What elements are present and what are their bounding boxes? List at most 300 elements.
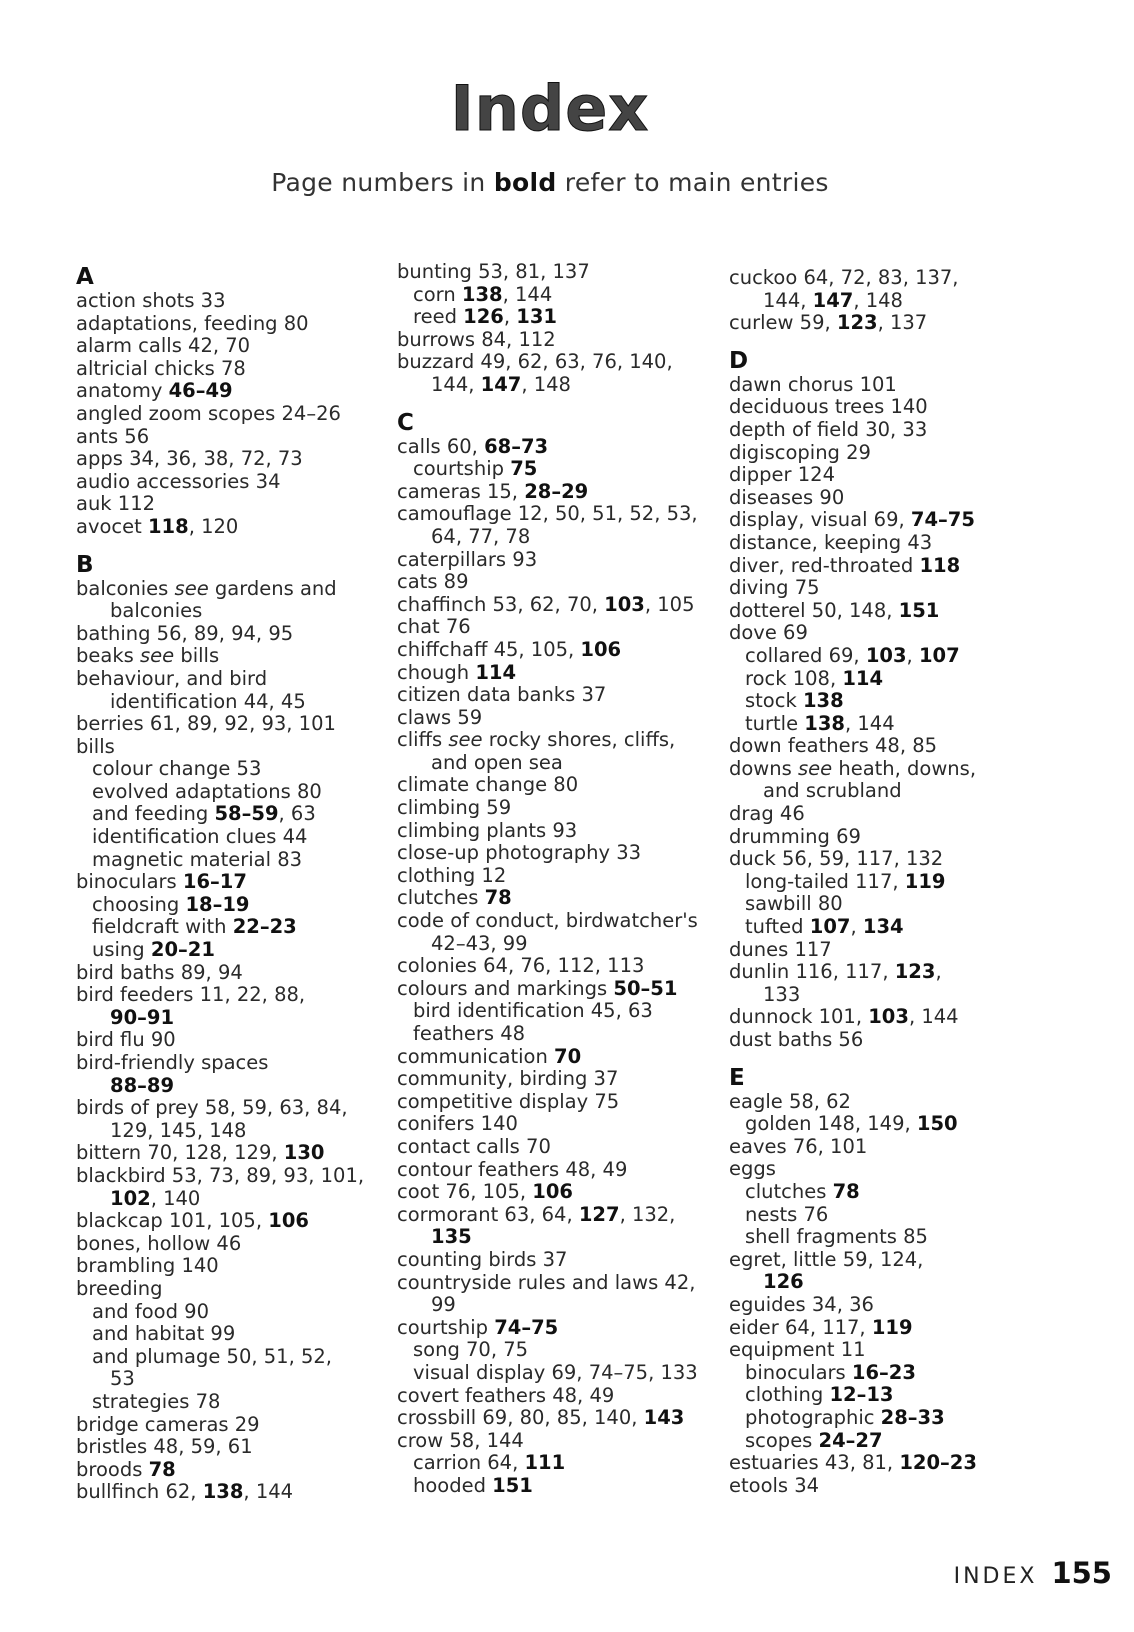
entry-text: cuckoo 64, 72, 83, 137,	[729, 266, 959, 289]
entry-text: dotterel 50, 148,	[729, 598, 899, 622]
entry-text: coot 76, 105,	[397, 1180, 533, 1204]
entry-text: sawbill 80	[745, 892, 843, 916]
index-entry	[397, 774, 707, 797]
index-subentry	[729, 1384, 1014, 1407]
entry-text: cliffs	[397, 728, 449, 752]
main-entry-pages: 70	[554, 1044, 582, 1068]
main-entry-pages: 150	[916, 1112, 958, 1136]
index-entry	[729, 826, 1014, 849]
entry-text: dipper 124	[729, 463, 835, 487]
index-entry	[729, 1249, 1014, 1272]
index-entry	[76, 403, 366, 426]
main-entry-pages: 114	[842, 666, 884, 690]
index-entry	[397, 436, 707, 459]
entry-text: chough	[397, 660, 476, 684]
entry-text: and plumage 50, 51, 52,	[92, 1344, 332, 1368]
index-column-2	[397, 261, 707, 1497]
index-subentry	[397, 1475, 707, 1498]
main-entry-pages: 135	[431, 1225, 472, 1249]
index-subentry	[729, 871, 1014, 894]
index-entry	[729, 600, 1014, 623]
index-entry	[397, 887, 707, 910]
entry-text: ,	[850, 915, 863, 939]
entry-text: evolved adaptations 80	[92, 779, 322, 803]
index-entry	[397, 1317, 707, 1340]
index-entry	[729, 532, 1014, 555]
main-entry-pages: 143	[643, 1406, 685, 1430]
entry-text: alarm calls 42, 70	[76, 334, 251, 358]
index-entry	[76, 1029, 366, 1052]
index-entry	[76, 1255, 366, 1278]
entry-text: cormorant 63, 64,	[397, 1202, 579, 1226]
index-entry	[397, 842, 707, 865]
entry-text: 42–43, 99	[431, 931, 528, 955]
index-entry-continuation	[397, 374, 707, 397]
index-entry	[729, 312, 1014, 335]
entry-text: , 120	[188, 514, 239, 538]
entry-text: and open sea	[431, 750, 563, 774]
entry-text: egret, little 59, 124,	[729, 1247, 924, 1271]
entry-text: berries 61, 89, 92, 93, 101	[76, 712, 336, 736]
entry-text: caterpillars 93	[397, 547, 538, 571]
section-letter: D	[729, 347, 749, 374]
index-entry-continuation	[397, 526, 707, 549]
main-entry-pages: 16–23	[851, 1360, 916, 1384]
index-subentry	[729, 916, 1014, 939]
entry-text: collared 69,	[745, 643, 866, 667]
index-subentry	[76, 758, 366, 781]
entry-text: bills	[174, 644, 220, 668]
entry-text: brambling 140	[76, 1254, 219, 1278]
index-entry-continuation	[76, 1188, 366, 1211]
index-subentry	[729, 1430, 1014, 1453]
entry-text: colour change 53	[92, 757, 262, 781]
index-entry	[397, 1272, 707, 1295]
entry-text: ,	[503, 305, 517, 329]
index-entry-continuation	[397, 1226, 707, 1249]
entry-text: down feathers 48, 85	[729, 734, 938, 758]
main-entry-pages: 134	[862, 915, 904, 939]
index-entry	[397, 639, 707, 662]
index-entry-continuation	[76, 1007, 366, 1030]
entry-text: auk 112	[76, 492, 156, 516]
main-entry-pages: 118	[919, 553, 961, 577]
index-entry	[76, 493, 366, 516]
entry-text: ants 56	[76, 424, 150, 448]
entry-text: bunting 53, 81, 137	[397, 260, 590, 283]
index-entry	[397, 1249, 707, 1272]
index-entry	[76, 1481, 366, 1504]
entry-text: eaves 76, 101	[729, 1134, 868, 1158]
see-reference: see	[448, 728, 483, 752]
entry-text: contact calls 70	[397, 1134, 551, 1158]
main-entry-pages: 106	[268, 1209, 309, 1233]
entry-text: heath, downs,	[832, 756, 977, 780]
main-entry-pages: 147	[480, 372, 522, 396]
main-entry-pages: 78	[484, 886, 512, 910]
entry-text: behaviour, and bird	[76, 666, 268, 690]
page-footer	[954, 1556, 1112, 1590]
index-subentry	[76, 894, 366, 917]
index-entry	[397, 549, 707, 572]
entry-text: code of conduct, birdwatcher's	[397, 909, 698, 933]
index-subentry	[76, 781, 366, 804]
entry-text: clutches	[397, 886, 485, 910]
entry-text: etools 34	[729, 1473, 820, 1497]
entry-text: avocet	[76, 514, 148, 538]
entry-text: identification 44, 45	[110, 689, 306, 713]
index-entry	[729, 939, 1014, 962]
entry-text: golden 148, 149,	[745, 1112, 917, 1136]
index-entry	[76, 1233, 366, 1256]
entry-text: balconies	[76, 576, 175, 600]
index-subentry	[397, 1362, 707, 1385]
main-entry-pages: 75	[510, 457, 538, 481]
main-entry-pages: 123	[894, 960, 936, 984]
main-entry-pages: 138	[461, 282, 503, 306]
entry-text: 64, 77, 78	[431, 524, 531, 548]
main-entry-pages: 28–33	[880, 1405, 945, 1429]
entry-text: display, visual 69,	[729, 508, 911, 532]
main-entry-pages: 20–21	[150, 938, 215, 962]
main-entry-pages: 126	[763, 1270, 804, 1294]
entry-text: bathing 56, 89, 94, 95	[76, 621, 294, 645]
index-entry	[729, 1091, 1014, 1114]
entry-text: , 132,	[619, 1202, 676, 1226]
main-entry-pages: 68–73	[484, 434, 549, 458]
index-entry	[397, 503, 707, 526]
index-subentry	[729, 713, 1014, 736]
index-entry	[397, 481, 707, 504]
entry-text: , 144	[243, 1480, 294, 1504]
entry-text: , 140	[150, 1186, 201, 1210]
entry-text: action shots 33	[76, 289, 226, 312]
entry-text: audio accessories 34	[76, 469, 281, 493]
index-entry-continuation	[76, 600, 366, 623]
index-entry	[729, 396, 1014, 419]
main-entry-pages: 131	[516, 305, 558, 329]
index-entry	[76, 578, 366, 601]
index-column-3	[729, 267, 1014, 1497]
index-subentry	[729, 1204, 1014, 1227]
main-entry-pages: 107	[809, 915, 851, 939]
entry-text: equipment 11	[729, 1338, 866, 1362]
index-subentry	[729, 893, 1014, 916]
index-entry	[397, 1204, 707, 1227]
index-entry	[76, 1142, 366, 1165]
index-entry-continuation	[76, 691, 366, 714]
entry-text: reed	[413, 305, 464, 329]
entry-text: camouflage 12, 50, 51, 52, 53,	[397, 502, 698, 526]
index-entry	[76, 1210, 366, 1233]
index-entry	[397, 865, 707, 888]
entry-text: corn	[413, 282, 462, 306]
index-entry	[729, 1006, 1014, 1029]
entry-text: chaffinch 53, 62, 70,	[397, 592, 605, 616]
index-entry	[729, 509, 1014, 532]
index-entry-continuation	[397, 933, 707, 956]
index-entry	[397, 662, 707, 685]
entry-text: turtle	[745, 711, 805, 735]
entry-text: cameras 15,	[397, 479, 525, 503]
index-subentry	[729, 1362, 1014, 1385]
entry-text: 144,	[763, 288, 813, 312]
entry-text: eagle 58, 62	[729, 1089, 851, 1113]
entry-text: bridge cameras 29	[76, 1412, 260, 1436]
index-entry	[729, 803, 1014, 826]
main-entry-pages: 78	[832, 1179, 860, 1203]
index-entry	[397, 797, 707, 820]
entry-text: scopes	[745, 1428, 819, 1452]
running-footer-label: INDEX	[953, 1564, 1038, 1589]
index-subentry	[76, 849, 366, 872]
entry-text: climbing 59	[397, 796, 512, 820]
entry-text: duck 56, 59, 117, 132	[729, 847, 944, 871]
entry-text: diving 75	[729, 576, 820, 600]
main-entry-pages: 119	[904, 869, 946, 893]
entry-text: diseases 90	[729, 485, 845, 509]
entry-text: binoculars	[76, 870, 183, 894]
index-entry	[76, 335, 366, 358]
main-entry-pages: 16–17	[182, 870, 247, 894]
index-entry	[729, 487, 1014, 510]
entry-text: 129, 145, 148	[110, 1118, 247, 1142]
main-entry-pages: 130	[283, 1141, 325, 1165]
index-subentry	[397, 1452, 707, 1475]
entry-text: bird feeders 11, 22, 88,	[76, 983, 306, 1007]
index-entry-continuation	[729, 290, 1014, 313]
index-entry	[397, 1430, 707, 1453]
index-entry	[397, 1385, 707, 1408]
page-number: 155	[1051, 1556, 1112, 1590]
index-subentry	[76, 803, 366, 826]
entry-text: angled zoom scopes 24–26	[76, 401, 341, 425]
index-entry-continuation	[76, 1120, 366, 1143]
main-entry-pages: 114	[475, 660, 517, 684]
main-entry-pages: 119	[871, 1315, 913, 1339]
entry-text: 144,	[431, 372, 481, 396]
index-subentry	[729, 1226, 1014, 1249]
entry-text: ,	[906, 643, 919, 667]
entry-text: blackbird 53, 73, 89, 93, 101,	[76, 1163, 365, 1187]
index-entry	[397, 329, 707, 352]
index-subentry	[76, 826, 366, 849]
entry-text: community, birding 37	[397, 1067, 619, 1091]
entry-text: eider 64, 117,	[729, 1315, 872, 1339]
entry-text: buzzard 49, 62, 63, 76, 140,	[397, 350, 673, 374]
entry-text: climate change 80	[397, 773, 579, 797]
index-subentry	[397, 306, 707, 329]
index-subentry	[729, 645, 1014, 668]
entry-text: drumming 69	[729, 824, 861, 848]
index-entry	[729, 1294, 1014, 1317]
entry-text: , 63	[278, 802, 316, 826]
index-subentry	[397, 1339, 707, 1362]
entry-text: calls 60,	[397, 434, 485, 458]
see-reference: see	[174, 576, 209, 600]
index-entry-continuation	[76, 1075, 366, 1098]
entry-text: clothing	[745, 1383, 830, 1407]
entry-text: , 148	[521, 372, 571, 396]
main-entry-pages: 111	[524, 1451, 566, 1475]
entry-text: song 70, 75	[413, 1338, 529, 1362]
entry-text: , 137	[877, 311, 928, 335]
main-entry-pages: 74–75	[494, 1315, 559, 1339]
entry-text: 53	[110, 1367, 135, 1391]
main-entry-pages: 107	[918, 643, 960, 667]
entry-text: using	[92, 938, 151, 962]
entry-text: drag 46	[729, 802, 805, 826]
entry-text: bird identification 45, 63	[413, 999, 653, 1023]
index-entry	[729, 1339, 1014, 1362]
section-letter: A	[76, 264, 94, 290]
entry-text: climbing plants 93	[397, 818, 578, 842]
entry-text: , 144	[502, 282, 553, 306]
index-entry	[76, 426, 366, 449]
index-entry	[76, 516, 366, 539]
entry-text: tufted	[745, 915, 810, 939]
entry-text: adaptations, feeding 80	[76, 311, 309, 335]
index-entry	[397, 1136, 707, 1159]
index-entry	[76, 984, 366, 1007]
index-subentry	[76, 1391, 366, 1414]
index-entry	[76, 668, 366, 691]
index-entry	[76, 713, 366, 736]
index-entry	[76, 736, 366, 759]
entry-text: digiscoping 29	[729, 440, 871, 464]
entry-text: 99	[431, 1293, 456, 1317]
entry-text: dawn chorus 101	[729, 372, 897, 396]
subtitle-text-end: refer to main entries	[556, 168, 829, 197]
entry-text: countryside rules and laws 42,	[397, 1270, 696, 1294]
see-reference: see	[797, 756, 833, 780]
entry-text: birds of prey 58, 59, 63, 84,	[76, 1096, 348, 1120]
index-entry	[729, 1158, 1014, 1181]
index-entry	[76, 645, 366, 668]
entry-text: citizen data banks 37	[397, 683, 607, 707]
index-entry	[397, 820, 707, 843]
main-entry-pages: 147	[812, 288, 854, 312]
entry-text: apps 34, 36, 38, 72, 73	[76, 447, 303, 471]
entry-text: and feeding	[92, 802, 215, 826]
subtitle-text-start: Page numbers in	[271, 168, 494, 197]
entry-text: clutches	[745, 1179, 833, 1203]
index-entry	[76, 1052, 366, 1075]
index-subentry	[76, 939, 366, 962]
index-entry	[76, 290, 366, 313]
index-subentry	[729, 1113, 1014, 1136]
index-subentry	[76, 1301, 366, 1324]
index-entry	[729, 758, 1014, 781]
index-entry	[397, 1046, 707, 1069]
entry-text: strategies 78	[92, 1389, 221, 1413]
entry-text: ,	[935, 960, 942, 984]
entry-text: identification clues 44	[92, 825, 308, 849]
index-entry-continuation	[729, 780, 1014, 803]
entry-text: depth of field 30, 33	[729, 417, 928, 441]
index-entry-continuation	[729, 984, 1014, 1007]
index-subentry	[729, 1181, 1014, 1204]
subtitle-bold-word: bold	[493, 168, 557, 197]
index-entry	[729, 1452, 1014, 1475]
index-entry	[76, 1278, 366, 1301]
main-entry-pages: 12–13	[829, 1383, 894, 1407]
main-entry-pages: 118	[147, 514, 189, 538]
entry-text: dunlin 116, 117,	[729, 960, 895, 984]
entry-text: beaks	[76, 644, 140, 668]
entry-text: , 148	[853, 288, 903, 312]
index-column-1	[76, 264, 366, 1504]
entry-text: bristles 48, 59, 61	[76, 1435, 253, 1459]
index-subentry	[397, 1023, 707, 1046]
entry-text: eggs	[729, 1157, 776, 1181]
index-entry	[729, 1136, 1014, 1159]
page-subtitle	[0, 168, 1100, 197]
main-entry-pages: 138	[802, 689, 844, 713]
main-entry-pages: 74–75	[910, 508, 975, 532]
entry-text: covert feathers 48, 49	[397, 1383, 615, 1407]
index-entry	[729, 1029, 1014, 1052]
entry-text: curlew 59,	[729, 311, 837, 335]
entry-text: counting birds 37	[397, 1247, 568, 1271]
entry-text: clothing 12	[397, 863, 507, 887]
entry-text: colours and markings	[397, 976, 614, 1000]
index-entry	[397, 955, 707, 978]
entry-text: crow 58, 144	[397, 1428, 524, 1452]
main-entry-pages: 106	[532, 1180, 573, 1204]
index-entry	[729, 419, 1014, 442]
entry-text: nests 76	[745, 1202, 829, 1226]
index-entry	[729, 577, 1014, 600]
entry-text: and scrubland	[763, 779, 902, 803]
entry-text: altricial chicks 78	[76, 356, 246, 380]
entry-text: bird-friendly spaces	[76, 1051, 269, 1074]
entry-text: conifers 140	[397, 1112, 518, 1136]
entry-text: breeding	[76, 1276, 163, 1300]
index-entry	[76, 448, 366, 471]
entry-text: bird flu 90	[76, 1028, 176, 1052]
main-entry-pages: 28–29	[524, 479, 589, 503]
entry-text: , 144	[908, 1005, 959, 1029]
entry-text: shell fragments 85	[745, 1225, 928, 1249]
entry-text: , 105	[644, 592, 695, 616]
main-entry-pages: 90–91	[110, 1005, 175, 1029]
index-subentry	[729, 690, 1014, 713]
main-entry-pages: 103	[604, 592, 645, 616]
main-entry-pages: 46–49	[168, 379, 233, 403]
index-entry	[729, 374, 1014, 397]
index-entry-continuation	[397, 1294, 707, 1317]
entry-text: cats 89	[397, 570, 469, 594]
main-entry-pages: 138	[804, 711, 845, 735]
index-entry	[76, 871, 366, 894]
section-letter: E	[729, 1064, 745, 1091]
entry-text: magnetic material 83	[92, 847, 303, 871]
entry-text: claws 59	[397, 705, 483, 729]
entry-text: blackcap 101, 105,	[76, 1209, 269, 1233]
main-entry-pages: 151	[492, 1473, 533, 1497]
entry-text: crossbill 69, 80, 85, 140,	[397, 1406, 644, 1430]
index-entry	[76, 471, 366, 494]
index-entry	[729, 735, 1014, 758]
main-entry-pages: 22–23	[232, 915, 297, 939]
index-entry	[397, 1407, 707, 1430]
index-entry	[397, 910, 707, 933]
entry-text: bones, hollow 46	[76, 1231, 242, 1255]
main-entry-pages: 126	[463, 305, 504, 329]
entry-text: eguides 34, 36	[729, 1292, 874, 1316]
section-letter: B	[76, 551, 94, 578]
